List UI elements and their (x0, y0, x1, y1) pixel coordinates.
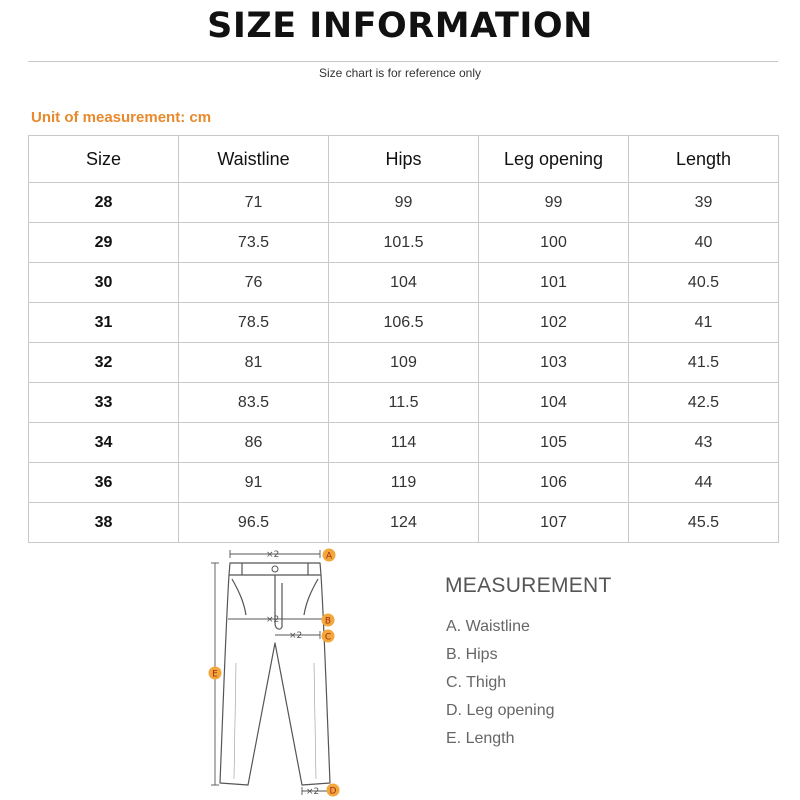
multiplier-label-b: ×2 (266, 615, 280, 625)
marker-e (209, 667, 222, 680)
hips-cell: 106.5 (329, 303, 479, 343)
column-header-length: Length (629, 136, 779, 183)
waistline-cell: 81 (179, 343, 329, 383)
length-cell: 44 (629, 463, 779, 503)
unit-label: Unit of measurement: cm (31, 109, 212, 126)
length-cell: 41 (629, 303, 779, 343)
leg-opening-cell: 103 (479, 343, 629, 383)
hips-cell: 104 (329, 263, 479, 303)
waistline-cell: 73.5 (179, 223, 329, 263)
length-cell: 39 (629, 183, 779, 223)
hips-cell: 109 (329, 343, 479, 383)
length-cell: 43 (629, 423, 779, 463)
marker-e-label: E (212, 669, 218, 680)
leg-opening-cell: 99 (479, 183, 629, 223)
hips-cell: 114 (329, 423, 479, 463)
marker-d-label: D (329, 786, 337, 797)
marker-a (323, 549, 336, 562)
marker-c (322, 630, 335, 643)
table-header-row (29, 136, 779, 183)
table-row (29, 343, 779, 383)
column-header-leg-opening: Leg opening (479, 136, 629, 183)
pants-outline (220, 563, 330, 785)
size-cell: 32 (29, 343, 179, 383)
size-cell: 30 (29, 263, 179, 303)
waistline-cell: 96.5 (179, 503, 329, 543)
hips-cell: 119 (329, 463, 479, 503)
waistline-cell: 86 (179, 423, 329, 463)
table-row (29, 503, 779, 543)
measurement-title: MEASUREMENT (445, 574, 612, 597)
size-cell: 36 (29, 463, 179, 503)
hips-cell: 124 (329, 503, 479, 543)
list-item: E. Length (446, 730, 515, 747)
title-divider (28, 61, 778, 62)
waistline-cell: 83.5 (179, 383, 329, 423)
table-row (29, 463, 779, 503)
pants-measurement-diagram (200, 543, 350, 800)
page-subtitle: Size chart is for reference only (318, 66, 482, 80)
size-cell: 29 (29, 223, 179, 263)
table-row (29, 223, 779, 263)
list-item: B. Hips (446, 646, 498, 663)
table-row (29, 183, 779, 223)
multiplier-label-a: ×2 (266, 550, 280, 560)
column-header-waistline: Waistline (179, 136, 329, 183)
waistline-cell: 76 (179, 263, 329, 303)
marker-a-label: A (325, 551, 333, 562)
column-header-hips: Hips (329, 136, 479, 183)
hips-cell: 99 (329, 183, 479, 223)
size-cell: 34 (29, 423, 179, 463)
leg-opening-cell: 106 (479, 463, 629, 503)
length-cell: 40.5 (629, 263, 779, 303)
leg-opening-cell: 100 (479, 223, 629, 263)
table-row (29, 303, 779, 343)
table-row (29, 423, 779, 463)
leg-opening-cell: 105 (479, 423, 629, 463)
marker-d (327, 784, 340, 797)
table-row (29, 263, 779, 303)
button-icon (272, 566, 278, 572)
list-item: D. Leg opening (446, 702, 555, 719)
column-header-size: Size (29, 136, 179, 183)
leg-opening-cell: 104 (479, 383, 629, 423)
marker-c-label: C (324, 632, 332, 643)
size-cell: 38 (29, 503, 179, 543)
list-item: A. Waistline (446, 618, 530, 635)
marker-b-label: B (324, 616, 332, 627)
size-cell: 31 (29, 303, 179, 343)
hips-cell: 11.5 (329, 383, 479, 423)
measurement-list (446, 617, 555, 757)
multiplier-label-c: ×2 (289, 631, 303, 641)
waistline-cell: 91 (179, 463, 329, 503)
size-table (28, 135, 779, 543)
table-row (29, 383, 779, 423)
list-item: C. Thigh (446, 674, 507, 691)
waistline-cell: 71 (179, 183, 329, 223)
waistline-cell: 78.5 (179, 303, 329, 343)
marker-b (322, 614, 335, 627)
page-title: SIZE INFORMATION (207, 6, 593, 46)
leg-opening-cell: 101 (479, 263, 629, 303)
leg-opening-cell: 107 (479, 503, 629, 543)
multiplier-label-d: ×2 (306, 787, 320, 797)
length-cell: 41.5 (629, 343, 779, 383)
length-cell: 45.5 (629, 503, 779, 543)
hips-cell: 101.5 (329, 223, 479, 263)
size-cell: 28 (29, 183, 179, 223)
size-cell: 33 (29, 383, 179, 423)
leg-opening-cell: 102 (479, 303, 629, 343)
length-cell: 42.5 (629, 383, 779, 423)
length-cell: 40 (629, 223, 779, 263)
